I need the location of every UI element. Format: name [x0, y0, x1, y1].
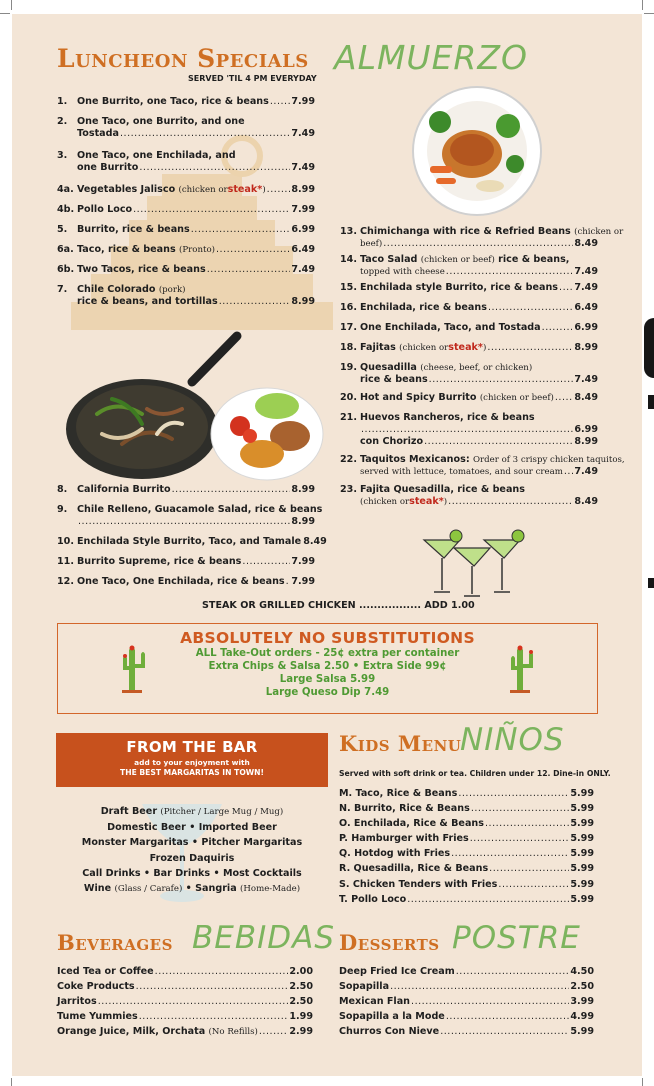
chicken-plate-image	[410, 84, 545, 219]
subs-line: ALL Take-Out orders - 25¢ extra per container	[195, 648, 460, 659]
list-item: 18. Fajitas (chicken or steak* ) ..... 8.99	[340, 342, 598, 362]
list-item: M. Taco, Rice & Beans ..... 5.99	[339, 788, 594, 803]
list-item: 15. Enchilada style Burrito, rice & beans ..... 7.49	[340, 282, 598, 302]
lunch-title-es: ALMUERZO	[334, 38, 528, 77]
bar-sub: add to your enjoyment with	[134, 758, 250, 767]
lunch-title: Luncheon Specials	[57, 44, 309, 73]
list-item: Iced Tea or Coffee ..... 2.00	[57, 966, 313, 981]
lunch-subtitle: SERVED 'TIL 4 PM EVERYDAY	[188, 74, 317, 83]
steak-addon-line: STEAK OR GRILLED CHICKEN ................. ADD 1.00	[202, 600, 475, 611]
beverages-title: Beverages	[57, 930, 173, 955]
list-item: 20. Hot and Spicy Burrito (chicken or beef) ..... 8.49	[340, 392, 598, 412]
right-menu-list	[340, 226, 625, 512]
list-item: 8. California Burrito ..... 8.99	[57, 484, 315, 504]
list-item: 11. Burrito Supreme, rice & beans ..... 7.99	[57, 556, 315, 576]
list-item: P. Hamburger with Fries ..... 5.99	[339, 833, 594, 848]
kids-title-es: NIÑOS	[460, 722, 565, 758]
bar-item: Domestic Beer • Imported Beer	[107, 822, 277, 834]
bar-header	[56, 733, 328, 787]
cactus-icon	[506, 642, 534, 694]
fajita-plate-image	[62, 324, 324, 484]
bar-sub: THE BEST MARGARITAS IN TOWN!	[120, 768, 264, 777]
bar-item: Wine (Glass / Carafe) • Sangria (Home-Made)	[83, 883, 301, 895]
list-item: Sopapilla a la Mode ..... 4.99	[339, 1011, 594, 1026]
list-item: 1. One Burrito, one Taco, rice & beans ..... 7.99	[57, 96, 315, 116]
desserts-title: Desserts	[339, 930, 440, 955]
crop-mark	[642, 1078, 643, 1086]
list-item: 10. Enchilada Style Burrito, Taco, and Tamale 8.49	[57, 536, 327, 547]
bar-item: Call Drinks • Bar Drinks • Most Cocktails	[82, 867, 302, 879]
desserts-list	[339, 966, 594, 1041]
substitutions-box	[57, 623, 598, 714]
desserts-title-es: POSTRE	[452, 920, 581, 956]
edge-artwork	[644, 318, 654, 378]
edge-artwork	[648, 578, 654, 588]
list-item: 19. Quesadilla (cheese, beef, or chicken) rice & beans ..... 7.49	[340, 362, 598, 392]
beverages-list	[57, 966, 313, 1041]
list-item: Tume Yummies ..... 1.99	[57, 1011, 313, 1026]
subs-line: Large Queso Dip 7.49	[265, 687, 390, 698]
crop-mark	[0, 13, 10, 14]
list-item: 21. Huevos Rancheros, rice & beans ..... 6.99 con Chorizo ..... 8.99	[340, 412, 598, 454]
list-item: Q. Hotdog with Fries ..... 5.99	[339, 848, 594, 863]
subs-line: Extra Chips & Salsa 2.50 • Extra Side 99¢	[208, 661, 447, 672]
crop-mark	[11, 1078, 12, 1086]
list-item: 9. Chile Relleno, Guacamole Salad, rice & beans ..... 8.99	[57, 504, 315, 536]
list-item: Sopapilla ..... 2.50	[339, 981, 594, 996]
crop-mark	[642, 0, 643, 10]
list-item: 17. One Enchilada, Taco, and Tostada ..... 6.99	[340, 322, 598, 342]
bar-item: Monster Margaritas • Pitcher Margaritas	[81, 837, 303, 849]
list-item: Jarritos ..... 2.50	[57, 996, 313, 1011]
kids-title: Kids Menu	[339, 731, 462, 756]
list-item: 6a. Taco, rice & beans (Pronto) ..... 6.49	[57, 244, 315, 264]
list-item: 12. One Taco, One Enchilada, rice & beans ..... 7.99	[57, 576, 315, 596]
list-item: 2. One Taco, one Burrito, and one Tostada ..... 7.49	[57, 116, 315, 150]
cactus-icon	[118, 642, 146, 694]
list-item: T. Pollo Loco ..... 5.99	[339, 894, 594, 909]
edge-artwork	[648, 395, 654, 409]
list-item: 13. Chimichanga with rice & Refried Beans (chicken or beef) ..... 8.49	[340, 226, 598, 254]
margarita-glasses-image	[422, 526, 532, 598]
bar-item: Frozen Daquiris	[149, 852, 235, 864]
list-item: Churros Con Nieve ..... 5.99	[339, 1026, 594, 1041]
list-item: R. Quesadilla, Rice & Beans ..... 5.99	[339, 863, 594, 878]
substitutions-title: ABSOLUTELY NO SUBSTITUTIONS	[180, 629, 475, 647]
list-item: Orange Juice, Milk, Orchata (No Refills) ..... 2.99	[57, 1026, 313, 1041]
list-item: 23. Fajita Quesadilla, rice & beans (chicken or steak* ) ..... 8.49	[340, 484, 598, 512]
left-menu-list-2	[57, 484, 327, 596]
list-item: Mexican Flan ..... 3.99	[339, 996, 594, 1011]
crop-mark	[644, 13, 654, 14]
list-item: N. Burrito, Rice & Beans ..... 5.99	[339, 803, 594, 818]
list-item: 14. Taco Salad (chicken or beef) rice & beans, topped with cheese ..... 7.49	[340, 254, 598, 282]
list-item: 22. Taquitos Mexicanos: Order of 3 crispy chicken taquitos, served with lettuce, tomatoes, and sour cream ..... 7.49	[340, 454, 598, 484]
kids-note: Served with soft drink or tea. Children under 12. Dine-in ONLY.	[339, 769, 611, 778]
kids-list	[339, 788, 594, 909]
left-menu-list	[57, 96, 315, 314]
list-item: S. Chicken Tenders with Fries ..... 5.99	[339, 879, 594, 894]
list-item: 6b. Two Tacos, rice & beans ..... 7.49	[57, 264, 315, 284]
list-item: 3. One Taco, one Enchilada, and one Burrito ..... 7.49	[57, 150, 315, 184]
bar-list	[56, 804, 328, 897]
crop-mark	[11, 0, 12, 10]
list-item: 7. Chile Colorado (pork) rice & beans, and tortillas ..... 8.99	[57, 284, 315, 314]
list-item: O. Enchilada, Rice & Beans ..... 5.99	[339, 818, 594, 833]
list-item: Deep Fried Ice Cream ..... 4.50	[339, 966, 594, 981]
subs-line: Large Salsa 5.99	[279, 674, 376, 685]
list-item: 4b. Pollo Loco ..... 7.99	[57, 204, 315, 224]
list-item: 4a. Vegetables Jalisco (chicken or steak* ) ..... 8.99	[57, 184, 315, 204]
list-item: 16. Enchilada, rice & beans ..... 6.49	[340, 302, 598, 322]
bar-title: FROM THE BAR	[126, 738, 258, 756]
bar-item: Draft Beer (Pitcher / Large Mug / Mug)	[100, 806, 284, 817]
list-item: Coke Products ..... 2.50	[57, 981, 313, 996]
beverages-title-es: BEBIDAS	[192, 920, 336, 956]
list-item: 5. Burrito, rice & beans ..... 6.99	[57, 224, 315, 244]
menu-page	[12, 14, 642, 1076]
